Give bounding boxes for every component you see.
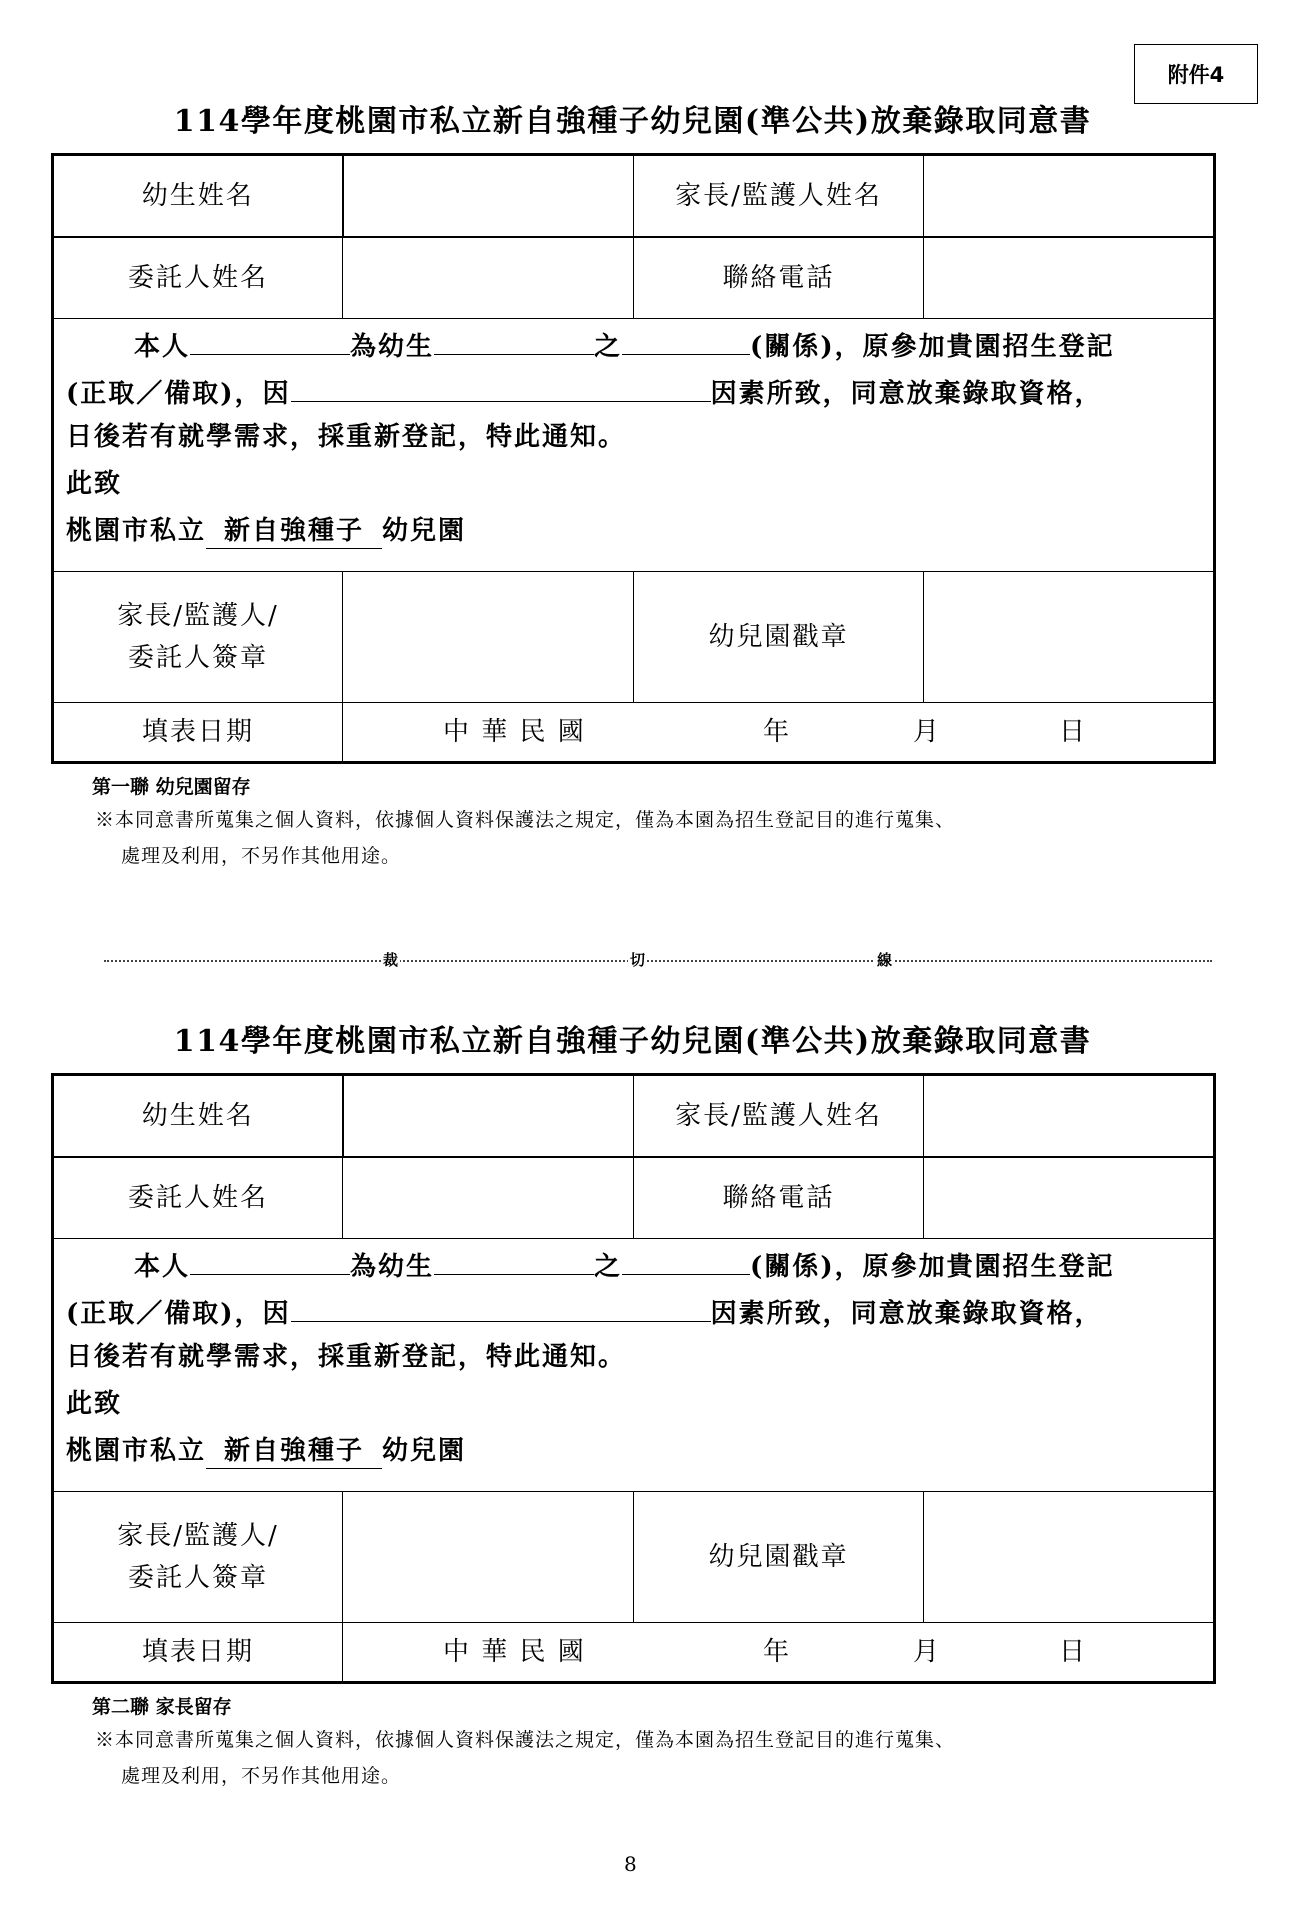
statement-line-3: 日後若有就學需求，採重新登記，特此通知。 xyxy=(66,422,627,452)
guardian-name-field[interactable] xyxy=(924,155,1215,238)
statement-text: 本人 xyxy=(134,332,191,362)
date-era: 中 華 民 國 xyxy=(443,1637,586,1667)
closing-phrase: 此致 xyxy=(66,469,123,499)
delegate-name-field[interactable] xyxy=(343,237,634,319)
guardian-name-label: 家長/監護人姓名 xyxy=(634,1075,924,1158)
cut-line-char-3: 線 xyxy=(877,951,893,969)
closing-phrase: 此致 xyxy=(66,1389,123,1419)
child-name-field[interactable] xyxy=(343,155,634,238)
statement-text: 因素所致，同意放棄錄取資格， xyxy=(710,1299,1103,1329)
copy-label: 第二聯 家長留存 xyxy=(92,1696,232,1718)
child-name-field[interactable] xyxy=(343,1075,634,1158)
child-name-blank[interactable] xyxy=(434,320,594,355)
copy-label: 第一聯 幼兒園留存 xyxy=(92,776,251,798)
statement-text: (正取／備取)，因 xyxy=(66,379,291,409)
phone-label: 聯絡電話 xyxy=(634,1157,924,1239)
delegate-name-field[interactable] xyxy=(343,1157,634,1239)
guardian-name-field[interactable] xyxy=(924,1075,1215,1158)
fill-date-label: 填表日期 xyxy=(53,1623,343,1683)
statement-cell xyxy=(53,1239,1215,1492)
fill-date-label: 填表日期 xyxy=(53,703,343,763)
form-title: 114學年度桃園市私立新自強種子幼兒園(準公共)放棄錄取同意書 xyxy=(173,104,1092,139)
fill-date-field[interactable] xyxy=(343,1623,1215,1683)
school-seal-label: 幼兒園戳章 xyxy=(634,572,924,703)
addressee-prefix: 桃園市私立 xyxy=(66,516,207,546)
privacy-note-line-2: 處理及利用，不另作其他用途。 xyxy=(121,845,402,867)
addressee-prefix: 桃園市私立 xyxy=(66,1436,207,1466)
signature-label-line-2: 委託人簽章 xyxy=(127,1563,268,1593)
statement-text: 因素所致，同意放棄錄取資格， xyxy=(710,379,1103,409)
page-number: 8 xyxy=(624,1852,637,1876)
school-name: 新自強種子 xyxy=(206,1434,382,1469)
signature-label-line-2: 委託人簽章 xyxy=(127,643,268,673)
self-name-blank[interactable] xyxy=(190,1240,350,1275)
fill-date-field[interactable] xyxy=(343,703,1215,763)
statement-line-1 xyxy=(54,320,1213,367)
date-day: 日 xyxy=(1059,1637,1088,1667)
date-era: 中 華 民 國 xyxy=(443,717,586,747)
signature-label xyxy=(53,572,343,703)
cut-line-dots xyxy=(104,960,1212,962)
delegate-name-label: 委託人姓名 xyxy=(53,1157,343,1239)
signature-label xyxy=(53,1492,343,1623)
school-seal-label: 幼兒園戳章 xyxy=(634,1492,924,1623)
statement-text: (關係)，原參加貴園招生登記 xyxy=(750,1252,1115,1282)
statement-line-1 xyxy=(54,1240,1213,1287)
privacy-note-line-1: ※本同意書所蒐集之個人資料，依據個人資料保護法之規定，僅為本園為招生登記目的進行蒐集、 xyxy=(95,1729,956,1751)
child-name-label: 幼生姓名 xyxy=(53,1075,343,1158)
date-day: 日 xyxy=(1059,717,1088,747)
date-month: 月 xyxy=(913,1637,942,1667)
statement-line-3: 日後若有就學需求，採重新登記，特此通知。 xyxy=(66,1342,627,1372)
self-name-blank[interactable] xyxy=(190,320,350,355)
statement-text: (正取／備取)，因 xyxy=(66,1299,291,1329)
school-seal-field[interactable] xyxy=(924,572,1215,703)
relationship-blank[interactable] xyxy=(622,320,750,355)
statement-cell xyxy=(53,319,1215,572)
date-year: 年 xyxy=(763,1637,792,1667)
cut-line-char-1: 裁 xyxy=(383,951,399,969)
attachment-badge: 附件4 xyxy=(1134,44,1258,104)
statement-line-2 xyxy=(54,1287,1213,1334)
consent-form-table xyxy=(51,153,1216,764)
signature-field[interactable] xyxy=(343,572,634,703)
phone-label: 聯絡電話 xyxy=(634,237,924,319)
statement-text: 之 xyxy=(594,1252,623,1282)
privacy-note-line-1: ※本同意書所蒐集之個人資料，依據個人資料保護法之規定，僅為本園為招生登記目的進行蒐集、 xyxy=(95,809,956,831)
relationship-blank[interactable] xyxy=(622,1240,750,1275)
form-title: 114學年度桃園市私立新自強種子幼兒園(準公共)放棄錄取同意書 xyxy=(173,1024,1092,1059)
child-name-blank[interactable] xyxy=(434,1240,594,1275)
date-year: 年 xyxy=(763,717,792,747)
cut-line-char-2: 切 xyxy=(630,951,646,969)
addressee-line xyxy=(54,508,1213,555)
signature-field[interactable] xyxy=(343,1492,634,1623)
addressee-line xyxy=(54,1428,1213,1475)
signature-label-line-1: 家長/監護人/ xyxy=(117,1521,279,1551)
date-month: 月 xyxy=(913,717,942,747)
child-name-label: 幼生姓名 xyxy=(53,155,343,238)
phone-field[interactable] xyxy=(924,237,1215,319)
statement-text: (關係)，原參加貴園招生登記 xyxy=(750,332,1115,362)
statement-text: 為幼生 xyxy=(350,332,435,362)
signature-label-line-1: 家長/監護人/ xyxy=(117,601,279,631)
reason-blank[interactable] xyxy=(291,367,711,402)
delegate-name-label: 委託人姓名 xyxy=(53,237,343,319)
statement-text: 為幼生 xyxy=(350,1252,435,1282)
statement-text: 本人 xyxy=(134,1252,191,1282)
reason-blank[interactable] xyxy=(291,1287,711,1322)
school-seal-field[interactable] xyxy=(924,1492,1215,1623)
consent-form-table xyxy=(51,1073,1216,1684)
addressee-suffix: 幼兒園 xyxy=(382,516,467,546)
phone-field[interactable] xyxy=(924,1157,1215,1239)
guardian-name-label: 家長/監護人姓名 xyxy=(634,155,924,238)
school-name: 新自強種子 xyxy=(206,514,382,549)
addressee-suffix: 幼兒園 xyxy=(382,1436,467,1466)
cut-line xyxy=(104,950,1212,970)
privacy-note-line-2: 處理及利用，不另作其他用途。 xyxy=(121,1765,402,1787)
statement-line-2 xyxy=(54,367,1213,414)
statement-text: 之 xyxy=(594,332,623,362)
